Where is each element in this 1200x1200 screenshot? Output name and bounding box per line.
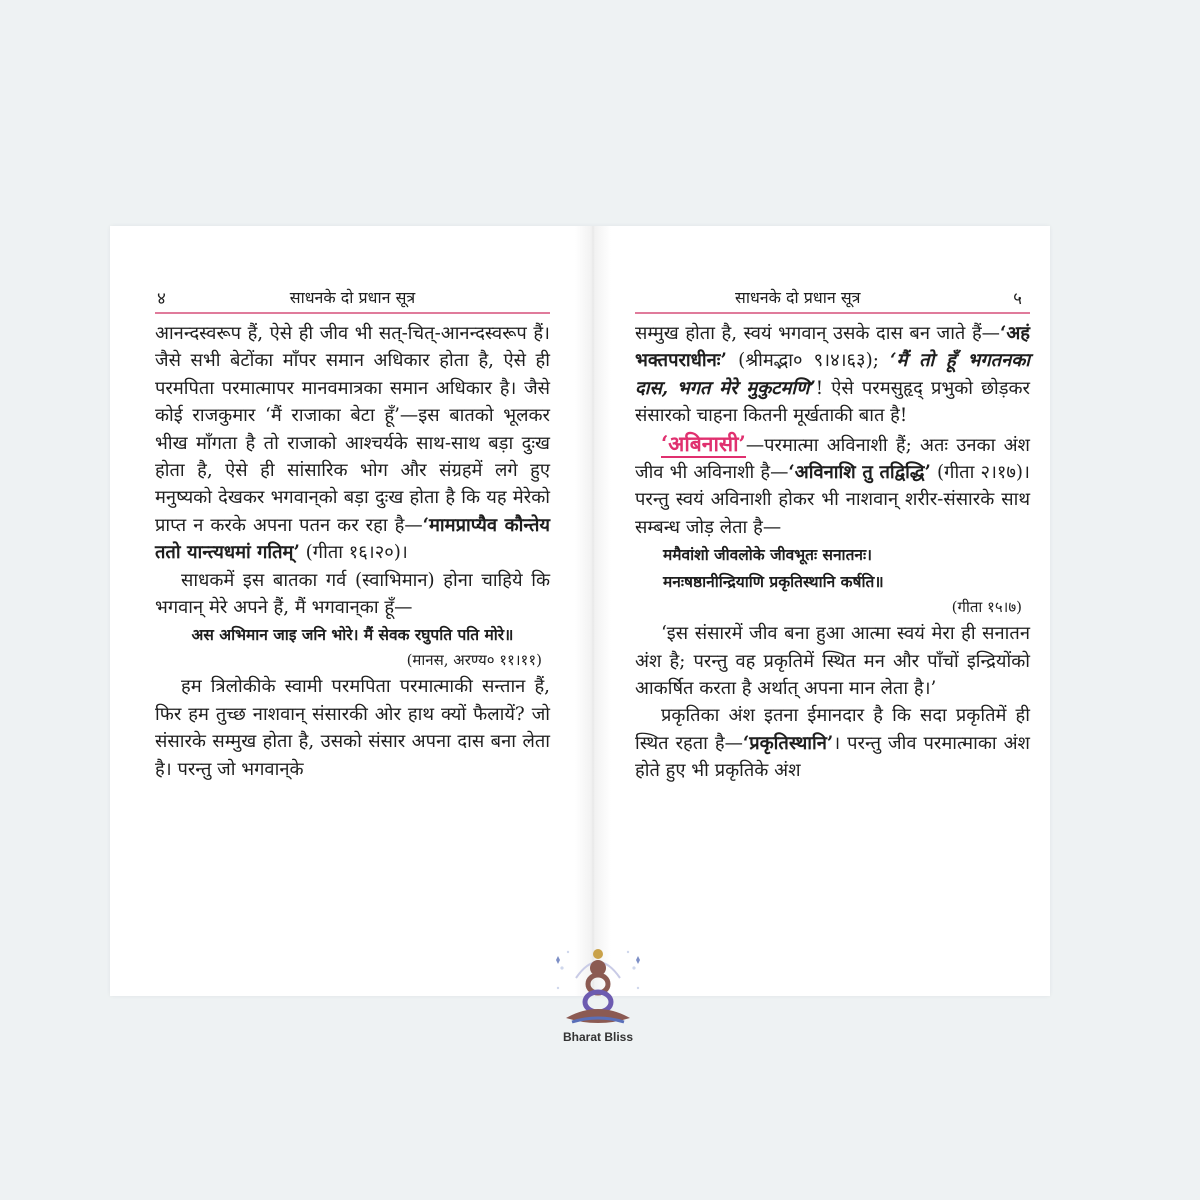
- bhajan-quote: ‘मैं तो हूँ भगतनका दास, भगत मेरे मुकुटमणि’: [635, 350, 1031, 399]
- right-page-header: [635, 282, 1030, 312]
- left-page-header: [155, 282, 550, 312]
- verse: अस अभिमान जाइ जनि भोरे। मैं सेवक रघुपति पति मोरे॥: [191, 625, 514, 645]
- paragraph: ‘अबिनासी’—परमात्मा अविनाशी हैं; अतः उनका अंश जीव भी अविनाशी है—‘अविनाशि तु तद्विद्धि’ (गीता २।१७)। परन्तु स्वयं अविनाशी होकर भी नाशवान् शरीर-संसारके साथ सम्बन्ध जोड़ लेता है—: [635, 430, 1030, 538]
- left-page: [155, 282, 550, 783]
- book-gutter: [575, 226, 611, 996]
- verse-line: मनःषष्ठानीन्द्रियाणि प्रकृतिस्थानि कर्षति॥: [663, 572, 884, 592]
- section-heading: ‘अबिनासी’: [661, 430, 746, 456]
- book-spread: [110, 226, 1050, 996]
- bhagavatam-quote: ‘अहं भक्तपराधीनः’: [635, 323, 1030, 372]
- paragraph: ‘इस संसारमें जीव बना हुआ आत्मा स्वयं मेरा ही सनातन अंश है; परन्तु वह प्रकृतिमें स्थित मन और पाँचों इन्द्रियोंको आकर्षित करता है अर्थात् अपना मान लेता है।’: [635, 623, 1030, 700]
- paragraph: सम्मुख होता है, स्वयं भगवान् उसके दास बन जाते हैं—‘अहं भक्तपराधीनः’ (श्रीमद्भा० ९।४।६३); ‘मैं तो हूँ भगतनका दास, भगत मेरे मुकुटमणि’! ऐसे परमसुहृद् प्रभुको छोड़कर संसारको चाहना कितनी मूर्खताकी बात है!: [635, 323, 1031, 427]
- paragraph: प्रकृतिका अंश इतना ईमानदार है कि सदा प्रकृतिमें ही स्थित रहता है—‘प्रकृतिस्थानि’। परन्तु जीव परमात्माका अंश होते हुए भी प्रकृतिके अंश: [635, 705, 1030, 782]
- gita-quote: ‘प्रकृतिस्थानि’: [742, 732, 834, 754]
- verse-reference: (मानस, अरण्य० ११।११): [406, 651, 542, 670]
- paragraph: साधकमें इस बातका गर्व (स्वाभिमान) होना चाहिये कि भगवान् मेरे अपने हैं, मैं भगवान्‌का हूँ—: [155, 569, 550, 619]
- brand-name: Bharat Bliss: [562, 1030, 634, 1044]
- meditating-figure-icon: [548, 938, 648, 1034]
- running-title: साधनके दो प्रधान सूत्र: [289, 288, 416, 307]
- right-page: [635, 282, 1030, 785]
- gita-quote: ‘अविनाशि तु तद्विद्धि’: [788, 462, 931, 484]
- header-rule: [635, 312, 1030, 314]
- page-number: ४: [157, 289, 166, 309]
- header-rule: [155, 312, 550, 314]
- paragraph: आनन्दस्वरूप हैं, ऐसे ही जीव भी सत्-चित्-आनन्दस्वरूप हैं। जैसे सभी बेटोंका माँपर समान अधिकार होता है, ऐसे ही परमपिता परमात्मापर मानवमात्रका समान अधिकार है। जैसे कोई राजकुमार ‘मैं राजाका बेटा हूँ’—इस बातको भूलकर भीख माँगता है तो राजाको आश्चर्यके साथ-साथ बड़ा दुःख होता है, ऐसे ही सांसारिक भोग और संग्रहमें लगे हुए मनुष्यको देखकर भगवान्‌को बड़ा दुःख होता है कि यह मेरेको प्राप्त न करके अपना पतन कर रहा है—‘मामप्राप्यैव कौन्तेय ततो यान्त्यधमां गतिम्’ (गीता १६।२०)।: [155, 323, 550, 564]
- left-page-body: [155, 320, 550, 783]
- right-page-body: [635, 320, 1030, 785]
- gita-quote: ‘मामप्राप्यैव कौन्तेय ततो यान्त्यधमां गतिम्’: [155, 514, 550, 564]
- running-title: साधनके दो प्रधान सूत्र: [735, 288, 861, 307]
- verse-line: ममैवांशो जीवलोके जीवभूतः सनातनः।: [663, 545, 873, 565]
- page-number: ५: [1013, 289, 1022, 309]
- paragraph: हम त्रिलोकीके स्वामी परमपिता परमात्माकी सन्तान हैं, फिर हम तुच्छ नाशवान् संसारकी ओर हाथ क्यों फैलायें? जो संसारके सम्मुख होता है, उसको संसार अपना दास बना लेता है। परन्तु जो भगवान्‌के: [155, 676, 550, 780]
- verse-reference: (गीता १५।७): [951, 598, 1022, 617]
